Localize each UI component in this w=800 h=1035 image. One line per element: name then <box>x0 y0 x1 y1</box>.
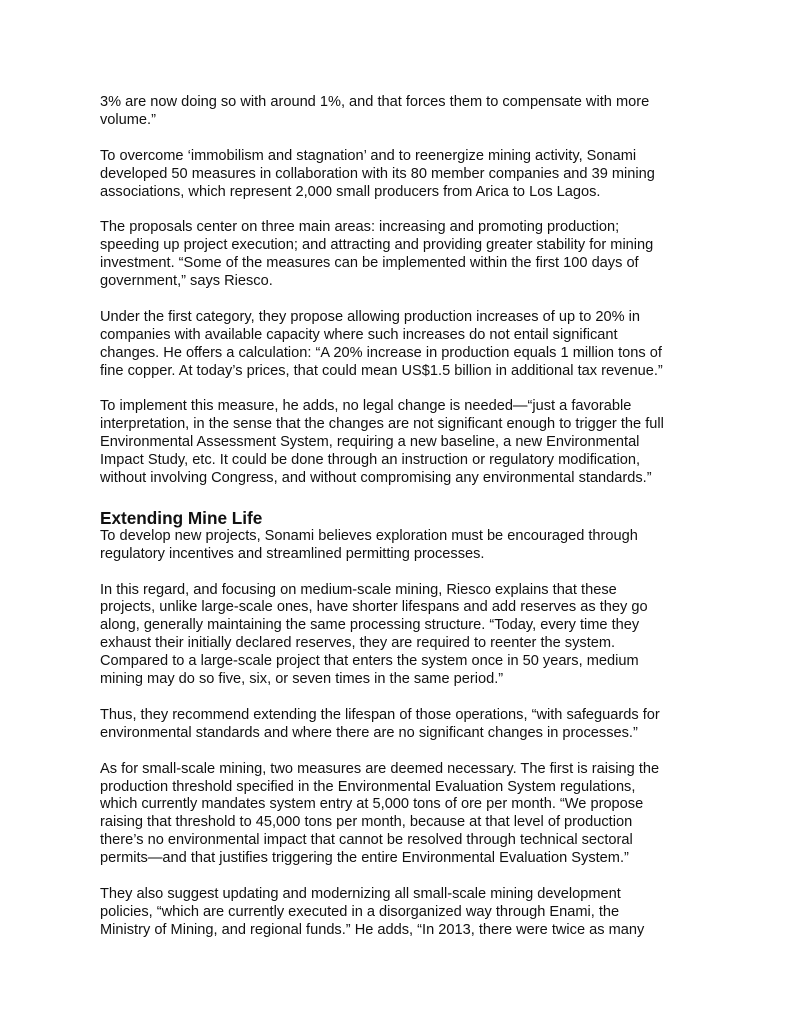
paragraph-continuation: 3% are now doing so with around 1%, and that forces them to compensate with more volume.” <box>100 94 650 128</box>
document-page <box>100 94 698 958</box>
paragraph-extend-lifespan: Thus, they recommend extending the lifespan of those operations, “with safeguards for environmental standards and where there are no significant changes in processes.” <box>100 706 660 741</box>
paragraph-new-projects: To develop new projects, Sonami believes exploration must be encouraged through regulatory incentives and streamlined permitting processes. <box>100 527 638 562</box>
paragraph-modernize-policies: They also suggest updating and modernizing all small-scale mining development policies, “which are currently executed in a disorganized way through Enami, the Ministry of Mining, and regional funds.” He adds, “In 2013, there were twice as many <box>100 885 645 938</box>
section-heading: Extending Mine Life <box>100 507 263 528</box>
paragraph-proposal-areas: The proposals center on three main areas: increasing and promoting production; speeding up project execution; and attracting and providing greater stability for mining investment. “Some of the measures can be implemented within the first 100 days of government,” says Riesco. <box>100 219 654 290</box>
paragraph-small-scale: As for small-scale mining, two measures are deemed necessary. The first is raising the production threshold specified in the Environmental Evaluation System regulations, which currently mandates system entry at 5,000 tons of ore per month. “We propose raising that threshold to 45,000 tons per month, because at that level of production there’s no environmental impact that cannot be resolved through technical sectoral permits—and that justifies triggering the entire Environmental Evaluation System.” <box>100 760 660 867</box>
paragraph-sonami-measures: To overcome ‘immobilism and stagnation’ and to reenergize mining activity, Sonami developed 50 measures in collaboration with its 80 member companies and 39 mining associations, which represent 2,000 small producers from Arica to Los Lagos. <box>100 147 655 200</box>
paragraph-medium-scale: In this regard, and focusing on medium-scale mining, Riesco explains that these projects, unlike large-scale ones, have shorter lifespans and add reserves as they go along, generally maintaining the same processing structure. “Today, every time they exhaust their initially declared reserves, they are required to reenter the system. Compared to a large-scale project that enters the system once in 50 years, medium mining may do so five, six, or seven times in the same period.” <box>100 581 648 688</box>
paragraph-production-increase: Under the first category, they propose allowing production increases of up to 20% in companies with available capacity where such increases do not entail significant changes. He offers a calculation: “A 20% increase in production equals 1 million tons of fine copper. At today’s prices, that could mean US$1.5 billion in additional tax revenue.” <box>100 308 663 379</box>
paragraph-legal-change: To implement this measure, he adds, no legal change is needed—“just a favorable interpretation, in the sense that the changes are not significant enough to trigger the full Environmental Assessment System, requiring a new baseline, a new Environmental Impact Study, etc. It could be done through an instruction or regulatory modification, without involving Congress, and without compromising any environmental standards.” <box>100 398 664 486</box>
